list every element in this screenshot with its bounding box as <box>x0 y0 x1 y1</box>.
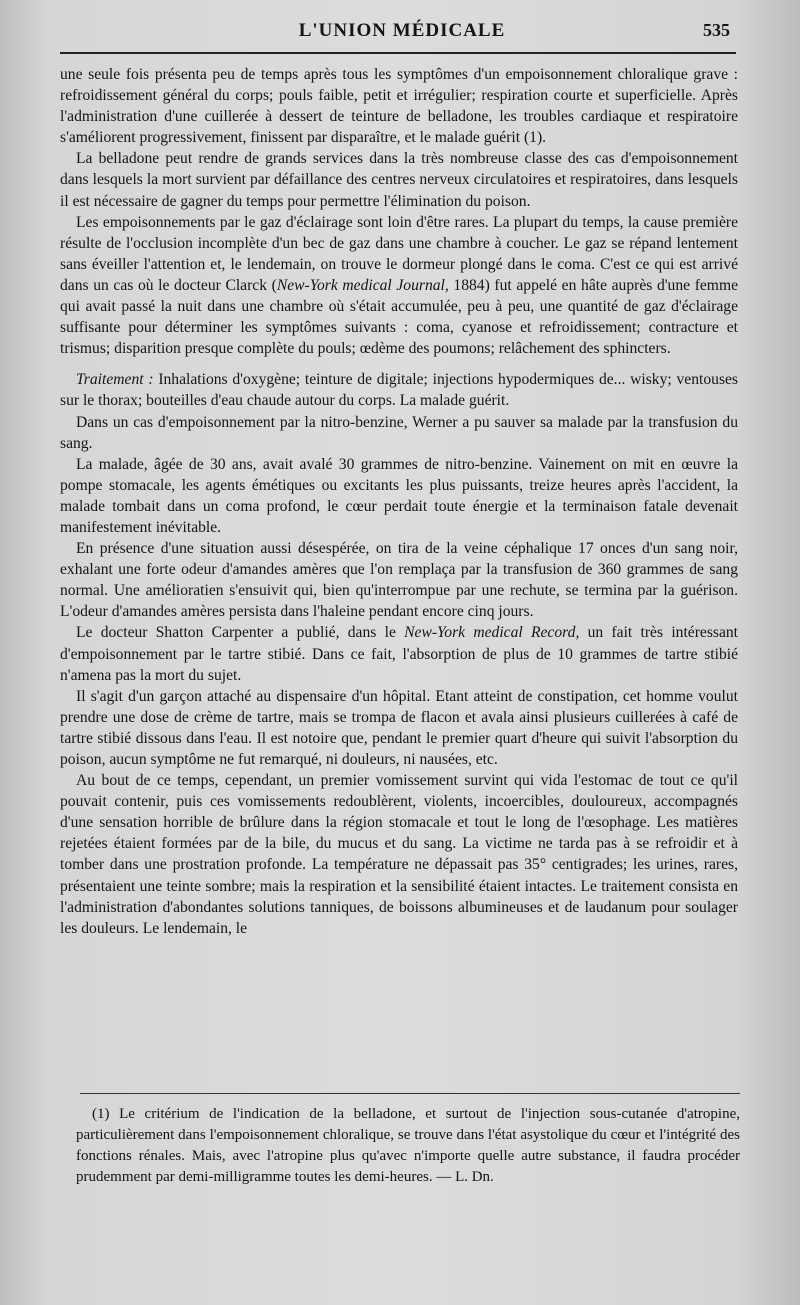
paragraph: une seule fois présenta peu de temps après tous les symptômes d'un empoisonnement chloralique grave : refroidissement général du corps; pouls faible, petit et irrégulier; respiration courte et superficielle. Après l'administration d'une cuillerée à dessert de teinture de belladone, les troubles cardiaque et respiratoire s'améliorent progressivement, finissent par disparaître, et le malade guérit (1). <box>60 66 738 147</box>
paragraph-text: Les empoisonnements par le gaz d'éclairage sont loin d'être rares. La plupart du temps, la cause première résulte de l'occlusion incomplète d'un bec de gaz dans une chambre à coucher. Le gaz se répand lentement sans éveiller l'attention et, le lendemain, on trouve le dormeur plongé dans le coma. C'est ce qui est arrivé dans un cas où le docteur Clarck ( <box>60 213 738 294</box>
paragraph <box>60 369 738 411</box>
section-lead: Traitement : <box>76 371 154 389</box>
journal-title: New-York medical Journal, <box>276 276 449 294</box>
footnote-rule <box>80 1093 740 1094</box>
paragraph-text: 1884) fut appelé en hâte auprès d'une femme qui avait passé la nuit dans une chambre où s'était accumulée, peu à peu, une quantité de gaz d'éclairage suffisante pour déterminer les symptômes suivants : coma, cyanose et refroidissement; contracture et trismus; disparition presque complète du pouls; œdème des poumons; relâchement des sphincters. <box>60 276 738 358</box>
journal-title: New-York medical Record, <box>404 624 580 642</box>
paragraph: Au bout de ce temps, cependant, un premier vomissement survint qui vida l'estomac de tout ce qu'il pouvait contenir, puis ces vomissements redoublèrent, violents, incoercibles, douloureux, accompagnés d'une sensation horrible de brûlure dans la région stomacale et tout le long de l'œsophage. Les matières rejetées étaient formées par de la bile, du mucus et du sang. La victime ne tarda pas à se refroidir et à tomber dans une prostration profonde. La température ne dépassait pas 35° centigrades; les urines, rares, présentaient une teinte sombre; mais la respiration et la sensibilité étaient intactes. Le traitement consista en l'administration d'abondantes solutions tanniques, de boissons albumineuses et de laudanum pour soulager les douleurs. Le lendemain, le <box>60 772 738 937</box>
paragraph: En présence d'une situation aussi désespérée, on tira de la veine céphalique 17 onces d'un sang noir, exhalant une forte odeur d'amandes amères que l'on remplaça par la transfusion de 360 grammes de sang normal. Une amélioratien s'ensuivit qui, bien qu'interrompue par une rechute, se termina par la guérison. L'odeur d'amandes amères persista dans l'haleine pendant encore cinq jours. <box>60 540 738 621</box>
paragraph: Il s'agit d'un garçon attaché au dispensaire d'un hôpital. Etant atteint de constipation, cet homme voulut prendre une dose de crème de tartre, mais se trompa de flacon et avala ainsi plusieurs cuillerées à café de tartre stibié dissous dans l'eau. Il est notoire que, pendant le premier quart d'heure qui suivit l'absorption du poison, aucun symptôme ne fut remarqué, ni douleurs, ni nausées, etc. <box>60 687 738 768</box>
paragraph-text: un fait très intéressant d'empoisonnement par le tartre stibié. Dans ce fait, l'absorption de plus de 10 grammes de tartre stibié n'amena pas la mort du sujet. <box>60 624 739 684</box>
footnote <box>76 1104 740 1188</box>
paragraph-text: Le docteur Shatton Carpenter a publié, dans le <box>76 624 405 642</box>
paragraph: La malade, âgée de 30 ans, avait avalé 30 grammes de nitro-benzine. Vainement on mit en œuvre la pompe stomacale, les agents émétiques ou excitants les plus puissants, treize heures après l'accident, la malade tombait dans un coma profond, le cœur perdait toute énergie et la terminaison fatale devenait manifestement inévitable. <box>60 455 738 536</box>
running-title: L'UNION MÉDICALE <box>298 20 506 41</box>
paragraph: La belladone peut rendre de grands services dans la très nombreuse classe des cas d'empoisonnement dans lesquels la mort survient par défaillance des centres nerveux circulatoires et respiratoires, dans lesquels il est nécessaire de gagner du temps pour permettre l'élimination du poison. <box>60 150 738 210</box>
paragraph <box>60 622 738 685</box>
paragraph <box>60 212 738 360</box>
header-rule <box>60 52 736 54</box>
paragraph: Dans un cas d'empoisonnement par la nitro-benzine, Werner a pu sauver sa malade par la transfusion du sang. <box>60 413 738 452</box>
body-text <box>60 64 738 939</box>
page-number: 535 <box>703 20 730 40</box>
footnote-text: (1) Le critérium de l'indication de la belladone, et surtout de l'injection sous-cutanée d'atropine, particulièrement dans l'empoisonnement chloralique, se trouve dans l'état asystolique du cœur et l'intégrité des fonctions rénales. Mais, avec l'atropine plus qu'avec n'importe quelle autre substance, il faudra procéder prudemment par demi-milligramme toutes les demi-heures. — L. Dn. <box>76 1106 740 1185</box>
paragraph-text: Inhalations d'oxygène; teinture de digitale; injections hypodermiques de... wisky; ventouses sur le thorax; bouteilles d'eau chaude autour du corps. La malade guérit. <box>60 371 738 410</box>
page-header <box>62 18 742 48</box>
